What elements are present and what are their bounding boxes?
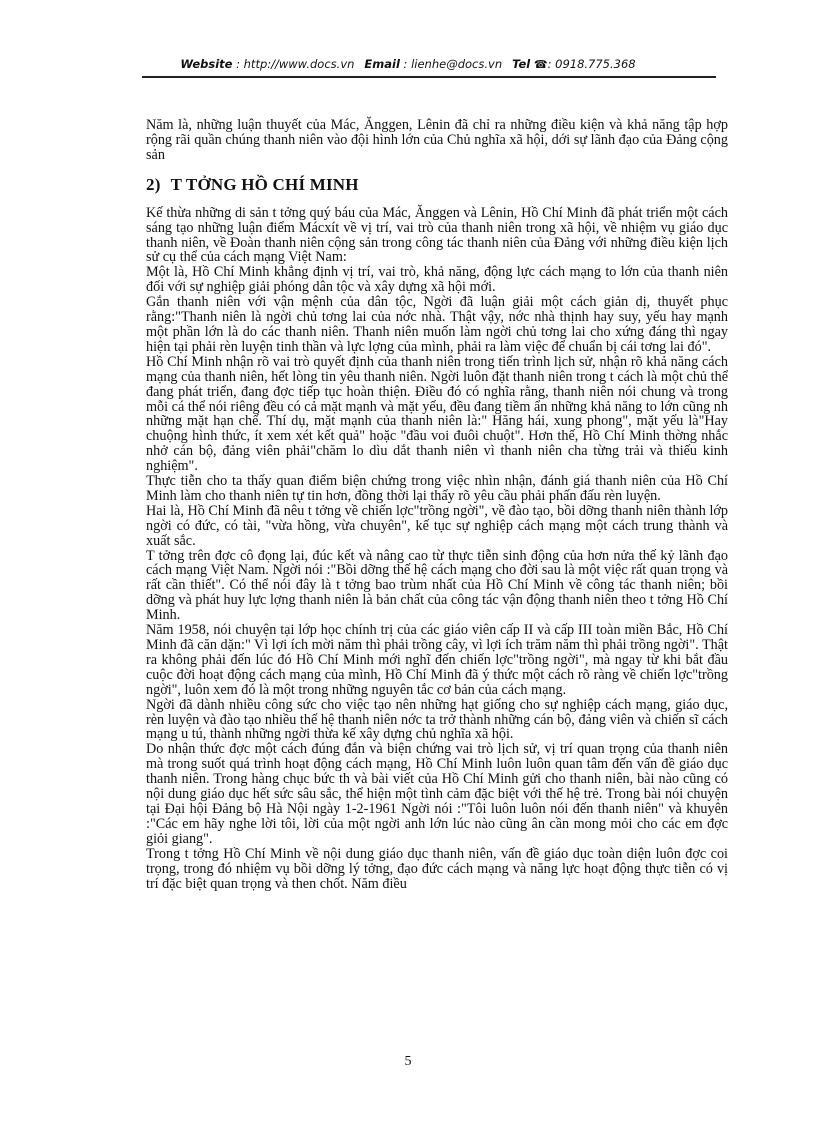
page-header: Website : http://www.docs.vn Email : lienhe@docs.vn Tel ☎: 0918.775.368	[180, 57, 636, 71]
section-heading	[146, 175, 728, 195]
paragraph: T tởng trên đợc cô đọng lại, đúc kết và nâng cao từ thực tiễn sinh động của hơn nửa thế kỷ lãnh đạo cách mạng Việt Nam. Ngời nói :"Bồi dỡng thế hệ cách mạng cho đời sau là một việc rất quan trọng và rất cần thiết". Có thể nói đây là t tởng bao trùm nhất của Hồ Chí Minh về công tác thanh niên; bồi dỡng và phát huy lực lợng thanh niên là bản chất của công tác vận động thanh niên theo t tởng Hồ Chí Minh.	[146, 547, 728, 624]
tel-value: 0918.775.368	[555, 57, 636, 71]
tel-label: Tel	[512, 57, 531, 71]
paragraph: Một là, Hồ Chí Minh khẳng định vị trí, vai trò, khả năng, động lực cách mạng to lớn của thanh niên đối với sự nghiệp giải phóng dân tộc và xây dựng xã hội mới.	[146, 264, 728, 296]
paragraph: Do nhận thức đợc một cách đúng đắn và biện chứng vai trò lịch sử, vị trí quan trọng của thanh niên mà trong suốt quá trình hoạt động cách mạng, Hồ Chí Minh luôn luôn quan tâm đến vấn đề giáo dục thanh niên. Trong hàng chục bức th và bài viết của Hồ Chí Minh gửi cho thanh niên, bài nào cũng có nội dung giáo dục hết sức sâu sắc, thể hiện một tình cảm đặc biệt với thế hệ trẻ. Trong bài nói chuyện tại Đại hội Đảng bộ Hà Nội ngày 1-2-1961 Ngời nói :"Tôi luôn luôn nói đến thanh niên" và khuyên :"Các em hãy nghe lời tôi, lời của một ngời anh lớn lúc nào cũng ân cần mong mỏi cho các em đợc giỏi giang".	[146, 741, 728, 847]
paragraph: Hồ Chí Minh nhận rõ vai trò quyết định của thanh niên trong tiến trình lịch sử, nhận rõ khả năng cách mạng của thanh niên, hết lòng tin yêu thanh niên. Ngời luôn đặt thanh niên trong t cách là một chủ thể đang phát triển, đang đợc tiếp tục hoàn thiện. Điều đó có nghĩa rằng, thanh niên nói chung và trong mỗi cá thể nói riêng đều có cả mặt mạnh và mặt yếu, đều đang tiềm ẩn những khả năng to lớn cũng nh những mặt hạn chế. Thí dụ, mặt mạnh của thanh niên là:" Hăng hái, xung phong", mặt yếu là"Hay chuộng hình thức, ít xem xét kết quả" hoặc "đầu voi đuôi chuột". Hơn thế, Hồ Chí Minh thờng nhắc nhở cán bộ, đảng viên phải"chăm lo dìu dắt thanh niên vì thanh niên cha từng trải và thiếu kinh nghiệm".	[146, 353, 728, 475]
email-label: Email	[364, 57, 400, 71]
paragraph-intro: Năm là, những luận thuyết của Mác, Ănggen, Lênin đã chỉ ra những điều kiện và khả năng tập hợp rộng rãi quần chúng thanh niên vào đội hình lớn của Chủ nghĩa xã hội, dới sự lãnh đạo của Đảng cộng sản	[146, 117, 728, 163]
body-text	[146, 118, 728, 891]
paragraph: Ngời đã dành nhiều công sức cho việc tạo nên những hạt giống cho sự nghiệp cách mạng, giáo dục, rèn luyện và đào tạo nhiều thế hệ thanh niên nớc ta trở thành những cán bộ, đảng viên và chiến sĩ cách mạng u tú, thành những ngời thừa kế xây dựng chủ nghĩa xã hội.	[146, 696, 728, 743]
section-title: T TỞNG HỒ CHÍ MINH	[170, 174, 359, 194]
section-number: 2)	[146, 174, 161, 194]
website-link[interactable]: http://www.docs.vn	[243, 57, 355, 71]
header-divider	[142, 76, 716, 78]
paragraph: Trong t tởng Hồ Chí Minh về nội dung giáo dục thanh niên, vấn đề giáo dục toàn diện luôn đợc coi trọng, trong đó nhiệm vụ bồi dỡng lý tởng, đạo đức cách mạng và năng lực hoạt động thực tiễn có vị trí đặc biệt quan trọng và then chốt. Năm điều	[146, 845, 728, 892]
phone-icon: ☎	[533, 58, 548, 71]
email-link[interactable]: lienhe@docs.vn	[411, 57, 503, 71]
paragraph: Năm 1958, nói chuyện tại lớp học chính trị của các giáo viên cấp II và cấp III toàn miền Bắc, Hồ Chí Minh đã căn dặn:" Vì lợi ích mời năm thì phải trồng cây, vì lợi ích trăm năm thì phải trồng ngời". Thật ra không phải đến lúc đó Hồ Chí Minh mới nghĩ đến chiến lợc"trồng ngời", mà ngay từ khi bắt đầu cuộc đời hoạt động cách mạng của mình, Hồ Chí Minh đã ý thức một cách rõ ràng về chiến lợc"trồng ngời", luôn xem đó là một trong những nguyên tắc cơ bản của cách mạng.	[146, 622, 728, 698]
paragraph: Thực tiễn cho ta thấy quan điểm biện chứng trong việc nhìn nhận, đánh giá thanh niên của Hồ Chí Minh làm cho thanh niên tự tin hơn, đồng thời lại thấy rõ yêu cầu phải phấn đấu rèn luyện.	[146, 473, 728, 504]
paragraph: Hai là, Hồ Chí Minh đã nêu t tởng về chiến lợc"trồng ngời", về đào tạo, bồi dỡng thanh niên thành lớp ngời có đức, có tài, "vừa hồng, vừa chuyên", kế tục sự nghiệp cách mạng một cách trung thành và xuất sắc.	[146, 502, 728, 549]
paragraph: Kế thừa những di sản t tởng quý báu của Mác, Ănggen và Lênin, Hồ Chí Minh đã phát triển một cách sáng tạo những luận điểm Mácxít về vị trí, vai trò của thanh niên trong xã hội, về nhiệm vụ giáo dục thanh niên, về Đoàn thanh niên cộng sản trong công tác thanh niên của Đảng với những điều kiện lịch sử cụ thể của cách mạng Việt Nam:	[146, 204, 728, 266]
paragraph: Gắn thanh niên với vận mệnh của dân tộc, Ngời đã luận giải một cách giản dị, thuyết phục rằng:"Thanh niên là ngời chủ tơng lai của nớc nhà. Thật vậy, nớc nhà thịnh hay suy, yếu hay mạnh một phần lớn là do các thanh niên. Thanh niên muốn làm ngời chủ tơng lai cho xứng đáng thì ngay hiện tại phải rèn luyện tinh thần và lực lợng của mình, phải ra làm việc để chuẩn bị cái tơng lai đó".	[146, 294, 728, 355]
page-number: 5	[404, 1054, 412, 1069]
website-label: Website	[180, 57, 233, 71]
